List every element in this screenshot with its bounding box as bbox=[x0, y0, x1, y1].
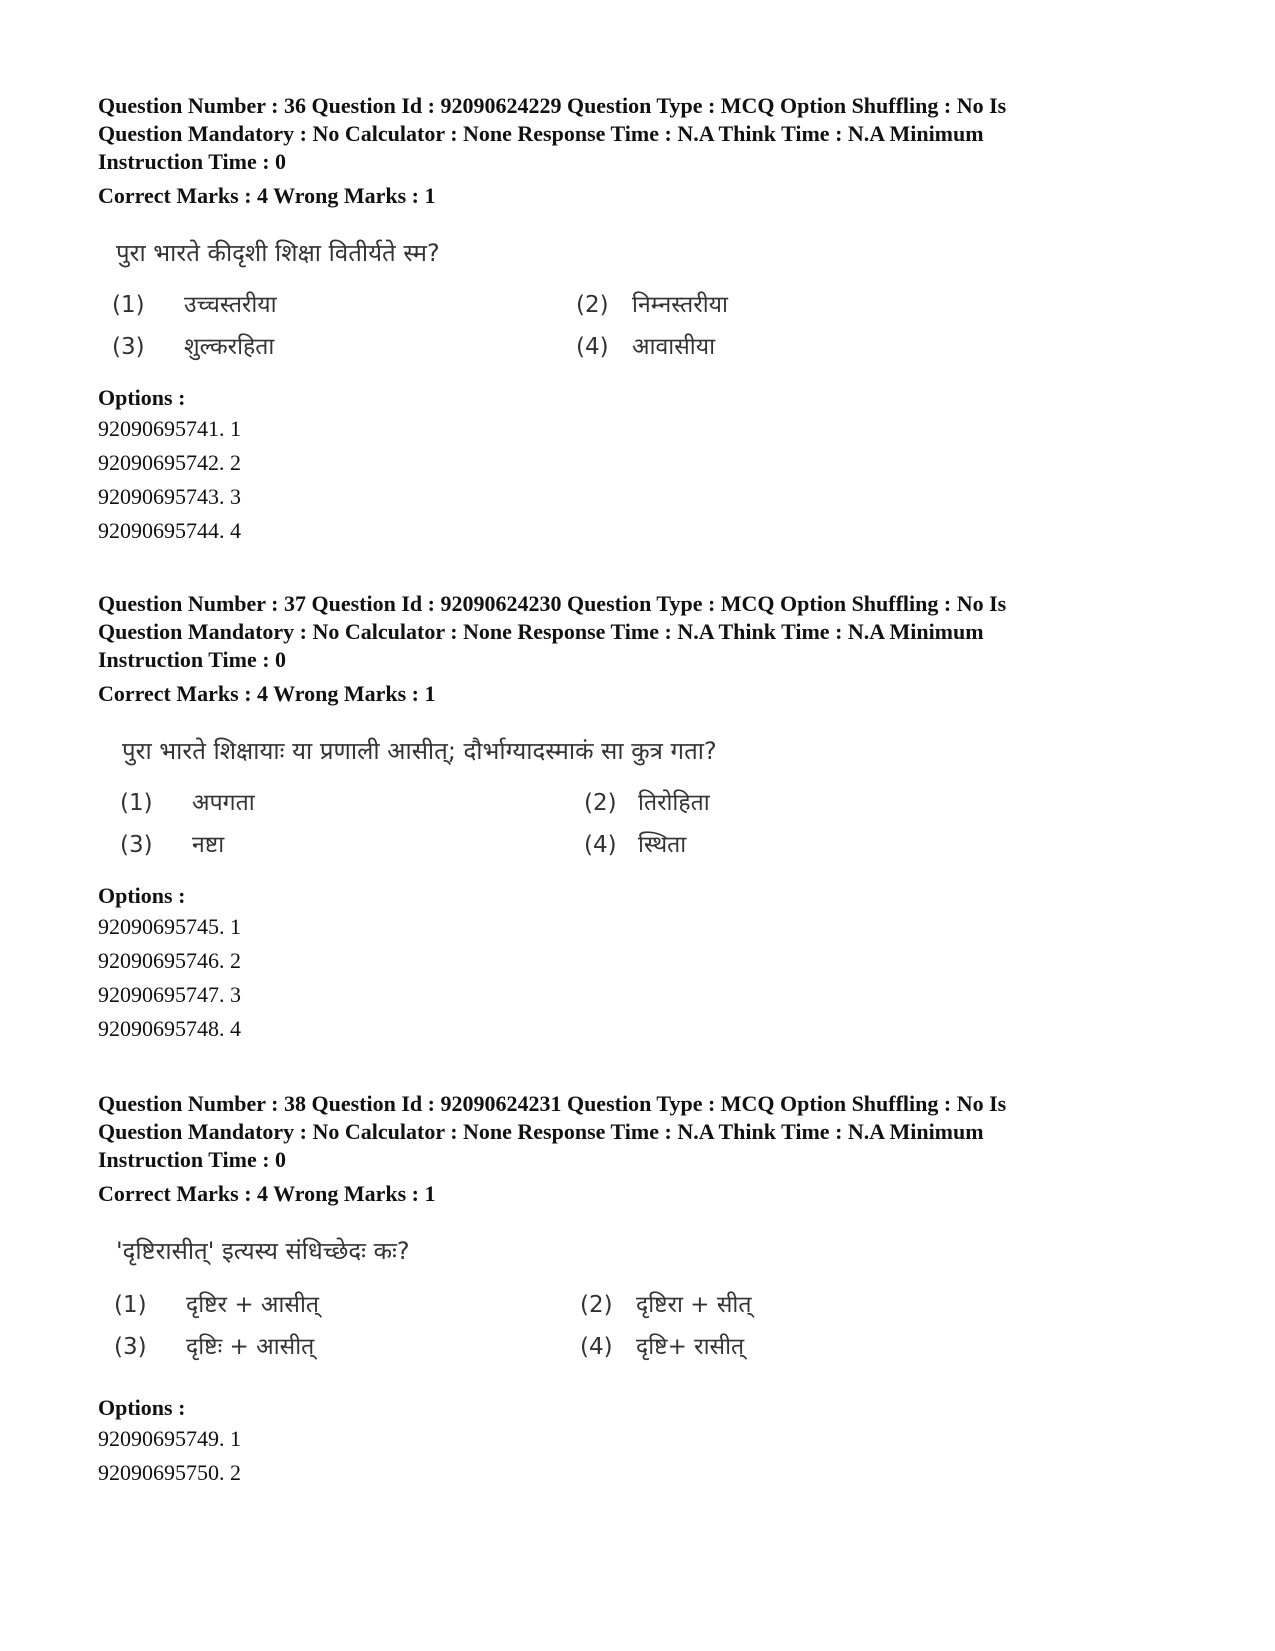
question-meta-line-1: Question Number : 37 Question Id : 92090624230 Question Type : MCQ Option Shuffling : No Is bbox=[98, 591, 1007, 616]
option-item: 92090695748. 4 bbox=[98, 1016, 241, 1041]
choice-1 bbox=[114, 1288, 319, 1322]
choice-number: (3) bbox=[114, 1334, 147, 1360]
choice-text: निम्नस्तरीया bbox=[632, 292, 728, 318]
question-meta-line-2: Question Mandatory : No Calculator : None Response Time : N.A Think Time : N.A Minimum bbox=[98, 121, 984, 146]
choice-text: स्थिता bbox=[638, 832, 687, 858]
choice-2 bbox=[584, 786, 710, 820]
choice-number: (1) bbox=[114, 1292, 147, 1318]
option-item: 92090695741. 1 bbox=[98, 416, 241, 441]
question-meta-line-3: Instruction Time : 0 bbox=[98, 149, 287, 174]
choice-number: (2) bbox=[584, 790, 617, 816]
option-item: 92090695744. 4 bbox=[98, 518, 241, 543]
question-meta-line-3: Instruction Time : 0 bbox=[98, 647, 287, 672]
option-item: 92090695745. 1 bbox=[98, 914, 241, 939]
choice-number: (1) bbox=[112, 292, 145, 318]
choice-2 bbox=[576, 288, 728, 322]
choice-text: दृष्टिरा + सीत् bbox=[636, 1292, 752, 1318]
choice-text: दृष्टिर + आसीत् bbox=[186, 1292, 320, 1318]
choice-text: शुल्करहिता bbox=[184, 334, 275, 360]
choice-3 bbox=[114, 1330, 314, 1364]
choice-number: (3) bbox=[112, 334, 145, 360]
question-text: 'दृष्टिरासीत्' इत्यस्य संधिच्छेदः कः? bbox=[116, 1237, 410, 1265]
question-meta-line-2: Question Mandatory : No Calculator : None Response Time : N.A Think Time : N.A Minimum bbox=[98, 619, 984, 644]
choice-text: उच्चस्तरीया bbox=[184, 292, 277, 318]
choice-3 bbox=[120, 828, 224, 862]
choice-text: अपगता bbox=[192, 790, 255, 816]
choice-4 bbox=[576, 330, 715, 364]
question-content bbox=[98, 1234, 858, 1394]
choice-number: (1) bbox=[120, 790, 153, 816]
option-item: 92090695743. 3 bbox=[98, 484, 241, 509]
options-label: Options : bbox=[98, 883, 186, 908]
choice-number: (4) bbox=[580, 1334, 613, 1360]
choice-2 bbox=[580, 1288, 751, 1322]
question-meta-line-1: Question Number : 38 Question Id : 92090624231 Question Type : MCQ Option Shuffling : No Is bbox=[98, 1091, 1007, 1116]
choice-number: (4) bbox=[576, 334, 609, 360]
marks-line: Correct Marks : 4 Wrong Marks : 1 bbox=[98, 1181, 436, 1206]
choice-1 bbox=[112, 288, 277, 322]
marks-line: Correct Marks : 4 Wrong Marks : 1 bbox=[98, 183, 436, 208]
question-content bbox=[98, 734, 858, 882]
option-item: 92090695746. 2 bbox=[98, 948, 241, 973]
question-text: पुरा भारते शिक्षायाः या प्रणाली आसीत्; दौर्भाग्यादस्माकं सा कुत्र गता? bbox=[122, 737, 717, 765]
options-label: Options : bbox=[98, 385, 186, 410]
choice-number: (2) bbox=[580, 1292, 613, 1318]
option-item: 92090695750. 2 bbox=[98, 1460, 241, 1485]
question-text: पुरा भारते कीदृशी शिक्षा वितीर्यते स्म? bbox=[116, 239, 440, 267]
question-36 bbox=[98, 92, 1188, 548]
choice-text: तिरोहिता bbox=[638, 790, 710, 816]
option-item: 92090695747. 3 bbox=[98, 982, 241, 1007]
choice-4 bbox=[580, 1330, 744, 1364]
choice-number: (3) bbox=[120, 832, 153, 858]
marks-line: Correct Marks : 4 Wrong Marks : 1 bbox=[98, 681, 436, 706]
choice-number: (4) bbox=[584, 832, 617, 858]
choice-1 bbox=[120, 786, 255, 820]
option-item: 92090695749. 1 bbox=[98, 1426, 241, 1451]
option-item: 92090695742. 2 bbox=[98, 450, 241, 475]
choice-text: दृष्टि+ रासीत् bbox=[636, 1334, 745, 1360]
question-meta-line-2: Question Mandatory : No Calculator : None Response Time : N.A Think Time : N.A Minimum bbox=[98, 1119, 984, 1144]
choice-text: आवासीया bbox=[632, 334, 716, 360]
choice-text: नष्टा bbox=[192, 832, 225, 858]
question-meta-line-1: Question Number : 36 Question Id : 92090624229 Question Type : MCQ Option Shuffling : No Is bbox=[98, 93, 1007, 118]
choice-number: (2) bbox=[576, 292, 609, 318]
question-meta-line-3: Instruction Time : 0 bbox=[98, 1147, 287, 1172]
question-38 bbox=[98, 1090, 1188, 1490]
choice-text: दृष्टिः + आसीत् bbox=[186, 1334, 315, 1360]
choice-4 bbox=[584, 828, 686, 862]
question-content bbox=[98, 236, 858, 384]
question-37 bbox=[98, 590, 1188, 1046]
choice-3 bbox=[112, 330, 274, 364]
options-label: Options : bbox=[98, 1395, 186, 1420]
